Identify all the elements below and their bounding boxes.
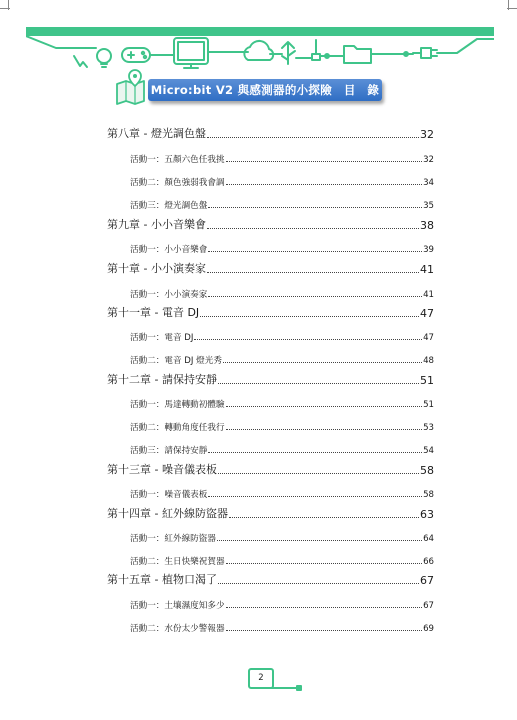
toc-entry-page: 32 (420, 128, 434, 141)
toc-entry-page: 51 (423, 400, 434, 410)
toc-entry-page: 58 (420, 464, 434, 477)
toc-entry-label: 活動一：五顏六色任我挑 (130, 155, 225, 165)
leader-dots (226, 606, 423, 608)
footer-page-number (248, 668, 274, 689)
cable-icon (312, 40, 320, 60)
leader-dots (226, 629, 423, 631)
toc-entry-label: 活動三：燈光調色盤 (130, 201, 208, 211)
toc-entry-page: 34 (423, 178, 434, 188)
leader-dots (207, 227, 419, 229)
toc-entry-label: 活動二：電音 DJ 燈光秀 (130, 356, 222, 366)
toc-entry-label: 第十章 - 小小演奏家 (107, 262, 206, 275)
toc-entry-activity[interactable] (130, 484, 434, 500)
folder-icon (344, 46, 371, 63)
toc-entry-label: 活動二：生日快樂祝賀器 (130, 557, 225, 567)
leader-dots (200, 315, 419, 317)
toc-entry-chapter[interactable] (107, 461, 434, 477)
toc-title: Micro:bit V2 與感測器的小探險 目 錄 (150, 83, 380, 97)
toc-entry-activity[interactable] (130, 327, 434, 343)
leader-dots (207, 271, 419, 273)
toc-entry-label: 第十一章 - 電音 DJ (107, 306, 200, 319)
toc-entry-activity[interactable] (130, 195, 434, 211)
leader-dots (226, 428, 423, 430)
toc-entry-activity[interactable] (130, 618, 434, 634)
leader-dots (207, 136, 419, 138)
toc-entry-page: 54 (423, 446, 434, 456)
leader-dots (217, 539, 422, 541)
toc-entry-page: 69 (423, 624, 434, 634)
toc-entry-label: 活動一：小小演奏家 (130, 290, 208, 300)
toc-entry-label: 活動一：馬達轉動初體驗 (130, 400, 225, 410)
toc-entry-page: 67 (423, 601, 434, 611)
toc-entry-activity[interactable] (130, 350, 434, 366)
leader-dots (194, 338, 422, 340)
toc-entry-page: 58 (423, 490, 434, 500)
toc-entry-page: 66 (423, 557, 434, 567)
leader-dots (208, 206, 422, 208)
toc-entry-label: 第十二章 - 請保持安靜 (107, 373, 217, 386)
toc-entry-label: 活動一：小小音樂會 (130, 245, 208, 255)
toc-entry-activity[interactable] (130, 551, 434, 567)
toc-entry-activity[interactable] (130, 284, 434, 300)
usb-icon (282, 42, 295, 64)
crop-mark-top-left-h (0, 8, 10, 9)
leader-dots (226, 160, 423, 162)
leader-dots (208, 451, 422, 453)
leader-dots (218, 382, 419, 384)
toc-entry-label: 活動二：轉動角度任我行 (130, 423, 225, 433)
toc-entry-label: 活動一：電音 DJ (130, 333, 194, 343)
toc-entry-page: 63 (420, 508, 434, 521)
toc-entry-page: 39 (423, 245, 434, 255)
toc-entry-page: 53 (423, 423, 434, 433)
leader-dots (226, 562, 423, 564)
toc-entry-activity[interactable] (130, 172, 434, 188)
toc-entry-label: 第十三章 - 噪音儀表板 (107, 463, 217, 476)
leader-dots (226, 405, 423, 407)
footer-page-label: 2 (258, 673, 264, 683)
plug-icon (413, 48, 437, 58)
toc-entry-page: 47 (420, 307, 434, 320)
toc-entry-chapter[interactable] (107, 260, 434, 276)
toc-title-banner (148, 79, 382, 101)
toc-entry-chapter[interactable] (107, 505, 434, 521)
cursor-icon (74, 56, 87, 67)
toc-entry-label: 第九章 - 小小音樂會 (107, 218, 206, 231)
leader-dots (229, 516, 419, 518)
toc-entry-page: 32 (423, 155, 434, 165)
toc-entry-page: 38 (420, 219, 434, 232)
toc-entry-activity[interactable] (130, 417, 434, 433)
toc-entry-label: 活動三：請保持安靜 (130, 446, 208, 456)
leader-dots (218, 472, 419, 474)
toc-entry-activity[interactable] (130, 440, 434, 456)
toc-entry-activity[interactable] (130, 394, 434, 410)
toc-entry-label: 活動一：噪音儀表板 (130, 490, 208, 500)
toc-entry-label: 活動二：顏色強弱我會調 (130, 178, 225, 188)
toc-entry-page: 47 (423, 333, 434, 343)
toc-entry-label: 活動二：水份太少警報器 (130, 624, 225, 634)
toc-entry-chapter[interactable] (107, 125, 434, 141)
toc-entry-page: 64 (423, 534, 434, 544)
leader-dots (226, 183, 423, 185)
toc-entry-label: 第八章 - 燈光調色盤 (107, 127, 206, 140)
toc-entry-chapter[interactable] (107, 371, 434, 387)
toc-entry-label: 第十四章 - 紅外線防盜器 (107, 507, 228, 520)
toc-entry-chapter[interactable] (107, 216, 434, 232)
leader-dots (218, 582, 419, 584)
crop-mark-top-right-h (507, 8, 517, 9)
toc-entry-label: 活動一：紅外線防盜器 (130, 534, 216, 544)
toc-entry-page: 48 (423, 356, 434, 366)
leader-dots (223, 361, 422, 363)
cloud-icon (244, 41, 273, 60)
toc-entry-activity[interactable] (130, 595, 434, 611)
bulb-icon (97, 49, 111, 63)
toc-entry-page: 67 (420, 574, 434, 587)
map-pin-icon (114, 68, 148, 106)
toc-entry-chapter[interactable] (107, 571, 434, 587)
toc-entry-label: 活動一：土壤濕度知多少 (130, 601, 225, 611)
leader-dots (208, 295, 422, 297)
leader-dots (208, 250, 422, 252)
toc-entry-activity[interactable] (130, 149, 434, 165)
toc-entry-chapter[interactable] (107, 304, 434, 320)
toc-entry-label: 第十五章 - 植物口渴了 (107, 573, 217, 586)
toc-entry-page: 41 (423, 290, 434, 300)
toc-entry-page: 41 (420, 263, 434, 276)
toc-entry-page: 51 (420, 374, 434, 387)
toc-entry-activity[interactable] (130, 528, 434, 544)
toc-entry-page: 35 (423, 201, 434, 211)
toc-entry-activity[interactable] (130, 239, 434, 255)
leader-dots (208, 495, 422, 497)
